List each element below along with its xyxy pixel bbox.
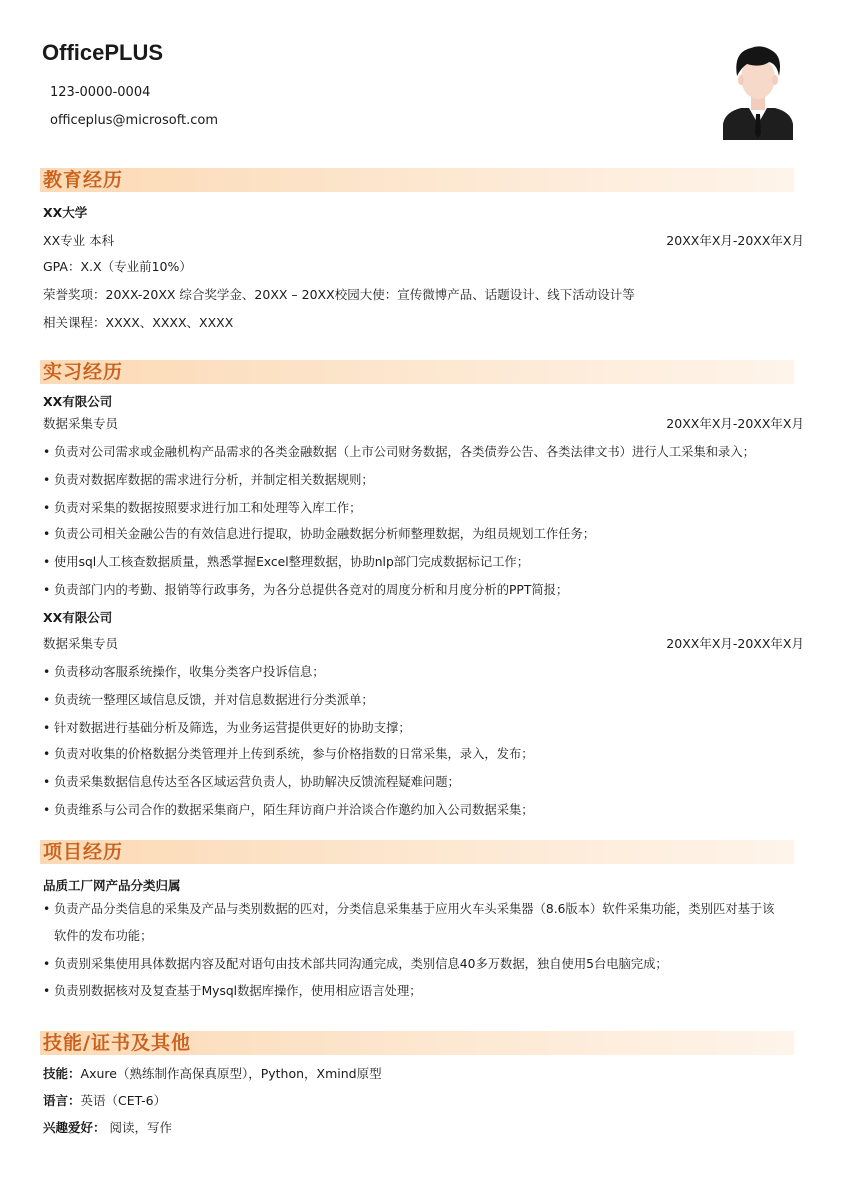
job-bullet: • 负责移动客服系统操作，收集分类客户投诉信息； [43, 664, 325, 680]
skills-label: 技能： [43, 1066, 81, 1081]
skills-section-title: 技能/证书及其他 [43, 1032, 191, 1054]
job-bullet: • 负责对收集的价格数据分类管理并上传到系统，参与价格指数的日常采集，录入，发布； [43, 746, 534, 762]
education-section-title: 教育经历 [43, 169, 124, 191]
company-name: XX有限公司 [43, 610, 113, 625]
email-address: officeplus@microsoft.com [50, 113, 219, 128]
avatar [721, 42, 795, 140]
candidate-name: OfficePLUS [42, 40, 164, 65]
skills-line [43, 1066, 382, 1082]
job-date: 20XX年X月-20XX年X月 [666, 636, 804, 651]
internship-header-band [40, 360, 794, 384]
project-bullet: • 负责别采集使用具体数据内容及配对语句由技术部共同沟通完成，类别信息40多万数据，独自使用5台电脑完成； [43, 956, 668, 972]
job-bullet: • 负责对公司需求或金融机构产品需求的各类金融数据（上市公司财务数据，各类债券公告、各类法律文书）进行人工采集和录入； [43, 444, 755, 460]
project-section-title: 项目经历 [43, 841, 124, 863]
language-text: 英语（CET-6） [80, 1093, 167, 1108]
courses: 相关课程：XXXX、XXXX、XXXX [43, 315, 234, 330]
person-avatar-icon [721, 42, 795, 140]
skills-text: Axure（熟练制作高保真原型），Python，Xmind原型 [80, 1066, 382, 1081]
job-bullet: • 负责统一整理区域信息反馈，并对信息数据进行分类派单； [43, 692, 374, 708]
project-name: 品质工厂网产品分类归属 [43, 878, 181, 893]
school-name: XX大学 [43, 205, 88, 220]
education-date: 20XX年X月-20XX年X月 [666, 233, 804, 248]
hobby-line [43, 1120, 172, 1136]
hobby-text: 阅读，写作 [105, 1120, 172, 1135]
honors: 荣誉奖项：20XX-20XX 综合奖学金、20XX – 20XX校园大使：宣传微博产品、话题设计、线下活动设计等 [43, 287, 635, 302]
language-line [43, 1093, 166, 1109]
company-name: XX有限公司 [43, 394, 113, 409]
job-bullet: • 使用sql人工核查数据质量，熟悉掌握Excel整理数据，协助nlp部门完成数据标记工作； [43, 554, 529, 570]
job-bullet: • 负责对采集的数据按照要求进行加工和处理等入库工作； [43, 500, 361, 516]
hobby-label: 兴趣爱好： [43, 1120, 106, 1135]
job-date: 20XX年X月-20XX年X月 [666, 416, 804, 431]
phone-number: 123-0000-0004 [50, 85, 151, 100]
project-bullet: • 负责产品分类信息的采集及产品与类别数据的匹对，分类信息采集基于应用火车头采集器（8.6版本）软件采集功能，类别匹对基于该 [43, 901, 774, 917]
project-bullet: • 负责别数据核对及复查基于Mysql数据库操作，使用相应语言处理； [43, 983, 422, 999]
job-bullet: • 负责维系与公司合作的数据采集商户，陌生拜访商户并洽谈合作邀约加入公司数据采集； [43, 802, 534, 818]
job-bullet: • 负责公司相关金融公告的有效信息进行提取，协助金融数据分析师整理数据，为组员规划工作任务； [43, 526, 595, 542]
project-header-band [40, 840, 794, 864]
job-bullet: • 针对数据进行基础分析及筛选，为业务运营提供更好的协助支撑； [43, 720, 411, 736]
job-role: 数据采集专员 [43, 416, 119, 431]
gpa: GPA：X.X（专业前10%） [43, 259, 192, 274]
job-role: 数据采集专员 [43, 636, 119, 651]
education-header-band [40, 168, 794, 192]
job-bullet: • 负责对数据库数据的需求进行分析，并制定相关数据规则； [43, 472, 374, 488]
internship-section-title: 实习经历 [43, 361, 124, 383]
major-degree: XX专业 本科 [43, 233, 115, 248]
job-bullet: • 负责采集数据信息传达至各区域运营负责人，协助解决反馈流程疑难问题； [43, 774, 460, 790]
job-bullet: • 负责部门内的考勤、报销等行政事务，为各分总提供各竞对的周度分析和月度分析的PPT简报； [43, 582, 568, 598]
language-label: 语言： [43, 1093, 81, 1108]
project-bullet-continuation: 软件的发布功能； [54, 929, 153, 943]
